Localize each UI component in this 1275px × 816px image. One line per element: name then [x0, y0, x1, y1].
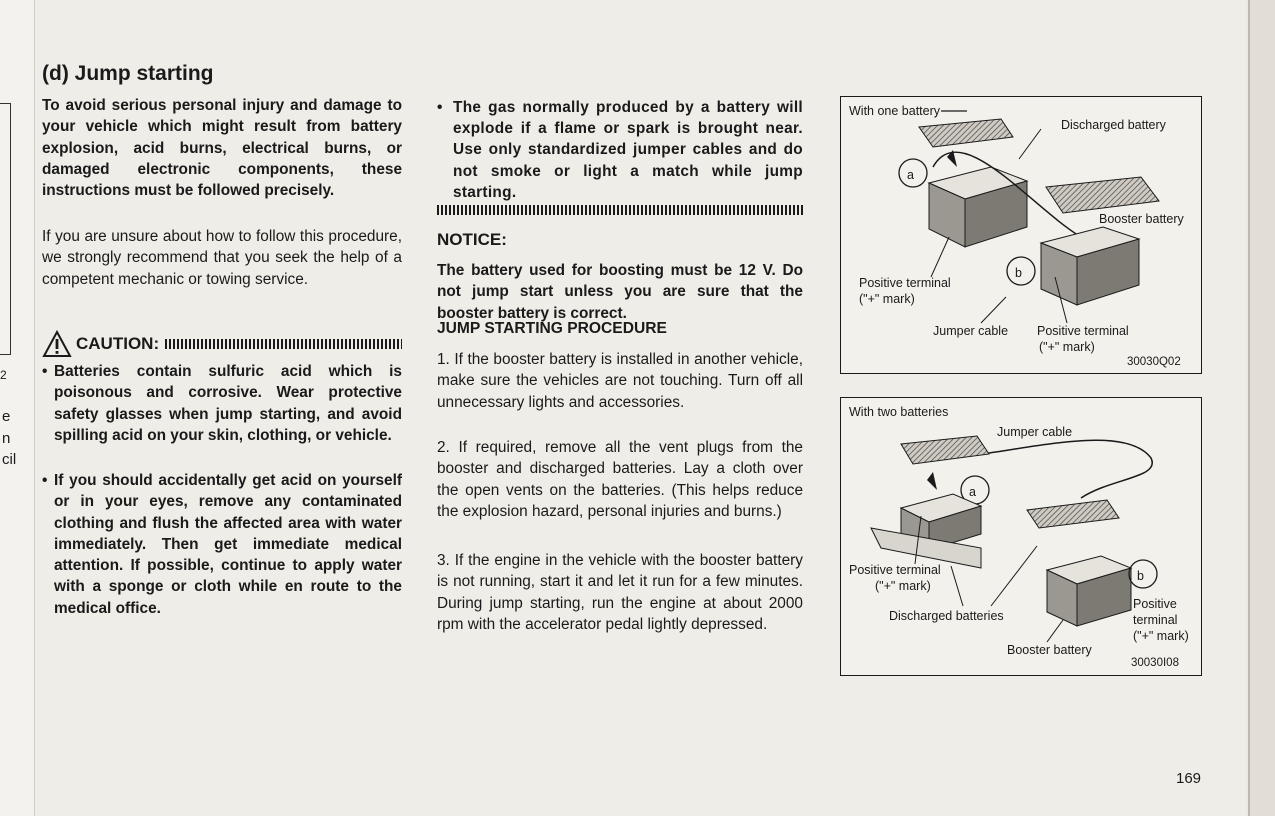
gas-warning-text: The gas normally produced by a battery will explode if a flame or spark is brought near. Use only standardized jumper cables and do not smoke or light a match while jump starting.: [453, 99, 803, 201]
fig2-positive-left: Positive terminal: [849, 563, 941, 577]
caution-bullet-text: Batteries contain sulfuric acid which is poisonous and corrosive. Wear protective safety glasses when jump starting, and avoid spilling acid on your skin, clothing, or vehicle.: [54, 363, 402, 444]
page-number: 169: [1176, 770, 1202, 787]
fig1-code: 30030Q02: [1127, 356, 1181, 368]
figure-two-batteries: [840, 397, 1202, 676]
fig2-discharged-label: Discharged batteries: [889, 609, 1004, 623]
fig2-positive-right-2: terminal: [1133, 613, 1178, 627]
fig1-positive-mark-left: ("+" mark): [859, 292, 915, 306]
previous-page-fragment: e: [2, 408, 11, 425]
warning-triangle-icon: [42, 330, 72, 358]
fig1-title: With one battery: [849, 104, 941, 118]
caution-heading: [42, 328, 402, 360]
fig1-discharged-battery: [929, 167, 1027, 247]
fig1-positive-mark-right: ("+" mark): [1039, 340, 1095, 354]
fig1-positive-right: Positive terminal: [1037, 324, 1129, 338]
fig2-code: 30030I08: [1131, 657, 1179, 669]
procedure-step-2: 2. If required, remove all the vent plugs from the booster and discharged batteries. Lay a cloth over the open vents on the batteries. (This helps reduce the explosion hazard, personal injuries and burns.): [437, 439, 803, 520]
caution-bullet-text: If you should accidentally get acid on yourself or in your eyes, remove any contaminated clothing and flush the affected area with water immediately. Then get immediate medical attention. If possible, continue to apply water with a sponge or cloth while en route to the medical office.: [54, 472, 402, 617]
fig1-booster-battery: [1041, 227, 1139, 305]
fig1-cloth: [919, 119, 1013, 147]
section-title: (d) Jump starting: [42, 62, 214, 85]
fig2-cloth-right: [1027, 500, 1119, 528]
fig1-marker-b: b: [1015, 266, 1022, 280]
previous-page-edge: [0, 0, 35, 816]
fig1-booster-label: Booster battery: [1099, 212, 1184, 226]
caution-end-rule: [437, 205, 803, 215]
fig1-booster-cloth: [1046, 177, 1159, 213]
fig1-marker-a: a: [907, 168, 914, 182]
fig1-jumper-label: Jumper cable: [933, 324, 1009, 338]
notice-text: The battery used for boosting must be 12 V. Do not jump start unless you are sure that the booster battery is correct.: [437, 262, 803, 322]
bullet-dot: •: [42, 363, 48, 380]
fig2-marker-b: b: [1137, 569, 1144, 583]
procedure-step-1: 1. If the booster battery is installed in another vehicle, make sure the vehicles are not touching. Turn off all unnecessary lights and accessories.: [437, 351, 803, 411]
procedure-step-3: 3. If the engine in the vehicle with the booster battery is not running, start it and let it run for a few minutes. During jump starting, run the engine at about 2000 rpm with the accelerator pedal lightly depressed.: [437, 552, 803, 633]
previous-page-fragment: n: [2, 430, 11, 447]
fig2-positive-right-1: Positive: [1133, 597, 1177, 611]
fig2-jumper-label: Jumper cable: [997, 425, 1073, 439]
fig2-positive-right-3: ("+" mark): [1133, 629, 1189, 643]
notice-heading: NOTICE:: [437, 230, 507, 249]
bullet-dot: •: [437, 99, 443, 116]
fig2-title: With two batteries: [849, 405, 949, 419]
figure-one-battery: [840, 96, 1202, 374]
fig1-positive-left: Positive terminal: [859, 276, 951, 290]
page-stack-edge: [1248, 0, 1275, 816]
advice-text: If you are unsure about how to follow this procedure, we strongly recommend that you seek the help of a competent mechanic or towing service.: [42, 228, 402, 288]
previous-page-box: [0, 103, 11, 355]
caution-bullet-exposure: [42, 470, 402, 619]
previous-page-fragment: 2: [0, 368, 7, 382]
bullet-dot: •: [42, 472, 48, 489]
fig2-booster-battery: [1047, 556, 1131, 626]
procedure-title: JUMP STARTING PROCEDURE: [437, 320, 667, 337]
fig2-arrow: [927, 472, 937, 490]
fig2-positive-mark-left: ("+" mark): [875, 579, 931, 593]
gas-warning: [437, 97, 803, 203]
fig1-discharged-label: Discharged battery: [1061, 118, 1166, 132]
intro-warning-text: To avoid serious personal injury and damage to your vehicle which might result from battery explosion, acid burns, electrical burns, or damaged electronic components, these instructions must be followed precisely.: [42, 97, 402, 200]
figure-one-drawing: [841, 97, 1201, 373]
fig2-cloth-left: [901, 436, 989, 464]
fig2-marker-a: a: [969, 485, 976, 499]
previous-page-fragment: cil: [2, 451, 17, 468]
caution-label: CAUTION:: [76, 334, 160, 353]
figure-two-drawing: [841, 398, 1201, 675]
caution-bullet-acid: [42, 361, 402, 446]
fig2-booster-label: Booster battery: [1007, 643, 1092, 657]
caution-rule: [165, 339, 402, 349]
